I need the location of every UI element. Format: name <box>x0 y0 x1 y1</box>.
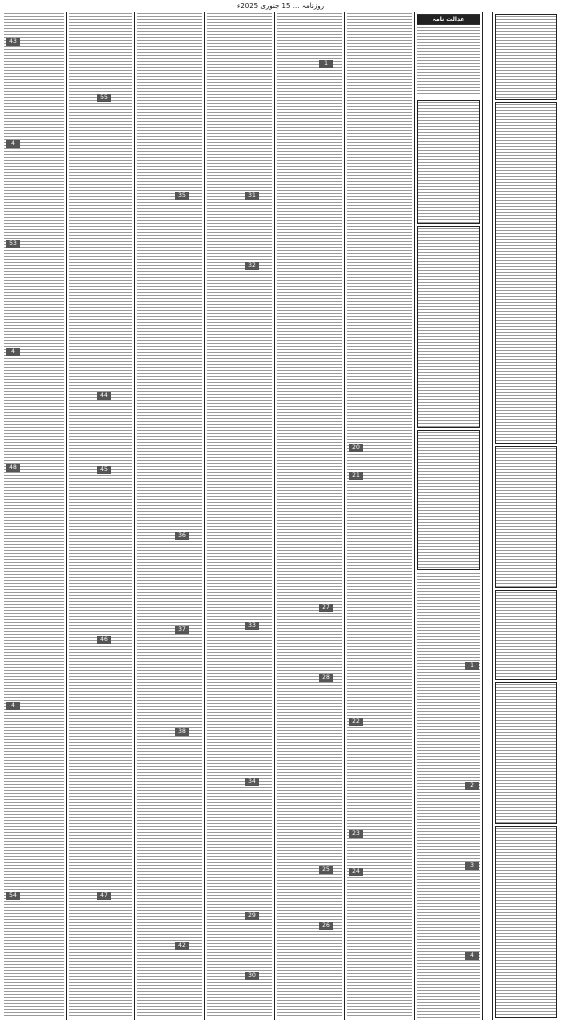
column-7 <box>414 12 482 1020</box>
notice-number: 30 <box>245 972 259 980</box>
page-footer <box>0 1020 561 1024</box>
notice-box <box>417 100 480 224</box>
notice-number: 33 <box>245 622 259 630</box>
notice-number: 4 <box>465 952 479 960</box>
notice-number: 46 <box>97 636 111 644</box>
text-block <box>207 12 272 1018</box>
column-6 <box>344 12 414 1020</box>
section-header: عدالت نامہ <box>417 14 480 25</box>
notice-number: 1 <box>465 662 479 670</box>
column-9 <box>492 12 559 1020</box>
notice-number: 28 <box>319 674 333 682</box>
masthead-text: روزنامہ … 15 جنوری 2025ء <box>237 2 324 10</box>
text-block <box>69 12 132 1018</box>
notice-number: 47 <box>97 892 111 900</box>
notice-number: 54 <box>6 892 20 900</box>
notice-box <box>495 14 557 100</box>
notice-box <box>495 826 557 1018</box>
notice-number: 32 <box>245 262 259 270</box>
page-masthead <box>0 0 561 12</box>
notice-number: 24 <box>349 868 363 876</box>
notice-box <box>417 226 480 428</box>
text-block <box>4 12 64 1018</box>
text-block <box>417 26 480 96</box>
notice-number: 29 <box>245 912 259 920</box>
notice-number: 44 <box>97 392 111 400</box>
notice-number: 34 <box>245 778 259 786</box>
notice-number: 43 <box>6 38 20 46</box>
column-4 <box>204 12 274 1020</box>
notice-number: 23 <box>349 830 363 838</box>
notice-box <box>495 102 557 444</box>
notice-number: 35 <box>175 192 189 200</box>
notice-number: 4 <box>6 348 20 356</box>
notice-number: 4 <box>6 702 20 710</box>
notice-number: 31 <box>245 192 259 200</box>
newspaper-columns <box>2 12 559 1020</box>
column-8 <box>482 12 492 1020</box>
notice-number: 53 <box>6 240 20 248</box>
notice-number: 20 <box>349 444 363 452</box>
column-1 <box>2 12 66 1020</box>
notice-number: 2 <box>465 782 479 790</box>
notice-box <box>417 430 480 570</box>
column-5 <box>274 12 344 1020</box>
notice-number: 4 <box>6 140 20 148</box>
notice-number: 45 <box>97 466 111 474</box>
notice-number: 21 <box>349 472 363 480</box>
notice-number: 37 <box>175 626 189 634</box>
column-3 <box>134 12 204 1020</box>
notice-number: 38 <box>175 728 189 736</box>
notice-number: 36 <box>175 532 189 540</box>
notice-number: 42 <box>175 942 189 950</box>
notice-number: 27 <box>319 604 333 612</box>
notice-number: 3 <box>465 862 479 870</box>
notice-number: 48 <box>6 464 20 472</box>
notice-number: 1 <box>319 60 333 68</box>
notice-number: 22 <box>349 718 363 726</box>
notice-box <box>495 590 557 680</box>
notice-number: 25 <box>319 866 333 874</box>
notice-number: 26 <box>319 922 333 930</box>
notice-number: 55 <box>97 94 111 102</box>
column-2 <box>66 12 134 1020</box>
notice-box <box>495 446 557 588</box>
text-block <box>137 12 202 1018</box>
notice-box <box>495 682 557 824</box>
